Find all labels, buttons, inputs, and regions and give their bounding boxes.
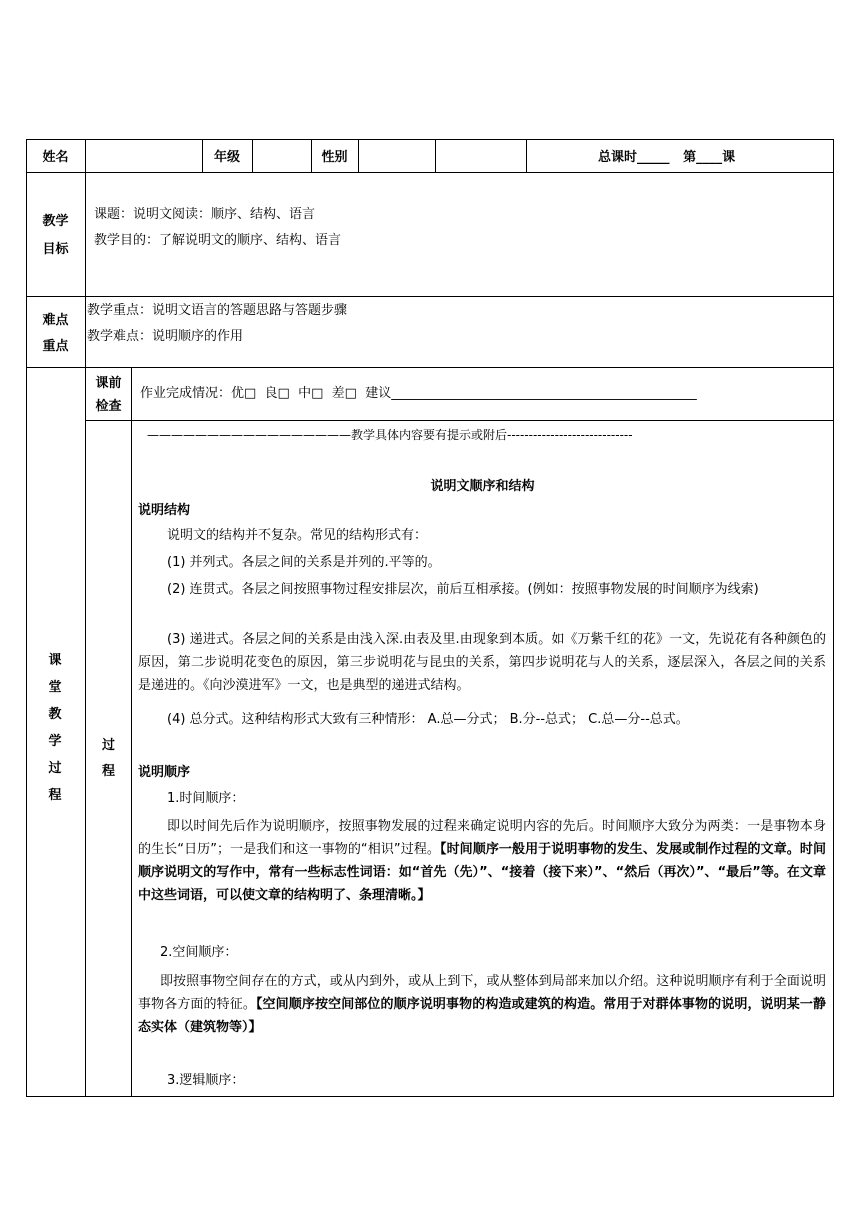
structure-item-4: (4) 总分式。这种结构形式大致有三种情形： A.总—分式； B.分--总式； C.总—分--总式。	[167, 712, 689, 727]
structure-item-3: (3) 递进式。各层之间的关系是由浅入深.由表及里.由现象到本质。如《万紫千红的花》一文，先说花有各种颜色的原因，第二步说明花变色的原因，第三步说明花与昆虫的关系，第四步说明花与人的关系，逐层深入，各层之间的关系是递进的。《向沙漠进军》一文，也是典型的递进式结构。	[138, 632, 826, 693]
homework-status: 作业完成情况：优□ 良□ 中□ 差□ 建议_______________________________________________	[140, 386, 697, 401]
time-order-plain: 即以时间先后作为说明顺序，按照事物发展的过程来确定说明内容的先后。时间顺序大致分为两类：一是事物本身的生长“日历”；一是我们和这一事物的“相识”过程。	[138, 819, 826, 857]
precheck-label-1: 课前	[95, 376, 122, 391]
extra-field[interactable]	[438, 145, 524, 169]
process-label-2: 程	[101, 764, 115, 779]
classroom-char: 课	[48, 653, 62, 668]
classroom-char: 堂	[48, 680, 62, 695]
space-order-bold: 【空间顺序按空间部位的顺序说明事物的构造或建筑的构造。常用于对群体事物的说明，说明某一静态实体（建筑物等）】	[138, 997, 826, 1035]
difficulty-label-1: 难点	[42, 313, 69, 328]
objectives-label-1: 教学	[42, 214, 69, 229]
order-heading: 说明顺序	[138, 765, 191, 780]
time-order-title: 1.时间顺序：	[167, 791, 245, 806]
lesson-purpose: 教学目的：了解说明文的顺序、结构、语言	[94, 233, 342, 248]
gender-field[interactable]	[361, 145, 433, 169]
name-field[interactable]	[88, 145, 200, 169]
teaching-difficulty: 教学难点：说明顺序的作用	[87, 329, 244, 344]
space-order-text	[138, 970, 826, 1039]
classroom-char: 教	[48, 707, 62, 722]
logic-order-title: 3.逻辑顺序：	[167, 1073, 245, 1088]
classroom-label	[45, 647, 65, 809]
content-title: 说明文顺序和结构	[430, 479, 535, 494]
classroom-char: 过	[48, 761, 62, 776]
space-order-plain: 即按照事物空间存在的方式，或从内到外，或从上到下，或从整体到局部来加以介绍。这种说明顺序有利于全面说明事物各方面的特征。	[138, 974, 826, 1012]
process-label-1: 过	[101, 738, 115, 753]
structure-intro: 说明文的结构并不复杂。常见的结构形式有：	[167, 528, 428, 543]
time-order-text	[138, 815, 826, 907]
structure-item-1: (1) 并列式。各层之间的关系是并列的.平等的。	[167, 555, 441, 570]
structure-heading: 说明结构	[138, 503, 191, 518]
grade-field[interactable]	[255, 145, 309, 169]
objectives-label-2: 目标	[42, 242, 69, 257]
classroom-char: 程	[48, 788, 62, 803]
name-label: 姓名	[42, 150, 69, 165]
gender-label: 性别	[321, 150, 348, 165]
teaching-focus: 教学重点：说明文语言的答题思路与答题步骤	[87, 303, 348, 318]
lesson-topic: 课题：说明文阅读：顺序、结构、语言	[94, 207, 316, 222]
lesson-info: 总课时_____ 第____课	[598, 150, 736, 165]
precheck-label-2: 检查	[95, 399, 122, 414]
content-divider: —————————————————教学具体内容要有提示或附后-----------------------------	[147, 428, 633, 442]
time-order-bold: 【时间顺序一般用于说明事物的发生、发展或制作过程的文章。时间顺序说明文的写作中，常有一些标志性词语：如“首先（先）”、“接着（接下来）”、“然后（再次）”、“最后”等。在文章中这些词语，可以使文章的结构明了、条理清晰。】	[138, 842, 826, 903]
space-order-title: 2.空间顺序：	[160, 945, 238, 960]
grade-label: 年级	[213, 150, 240, 165]
classroom-char: 学	[48, 734, 62, 749]
difficulty-label-2: 重点	[42, 339, 69, 354]
structure-item-2: (2) 连贯式。各层之间按照事物过程安排层次，前后互相承接。(例如：按照事物发展的时间顺序为线索)	[167, 582, 759, 597]
